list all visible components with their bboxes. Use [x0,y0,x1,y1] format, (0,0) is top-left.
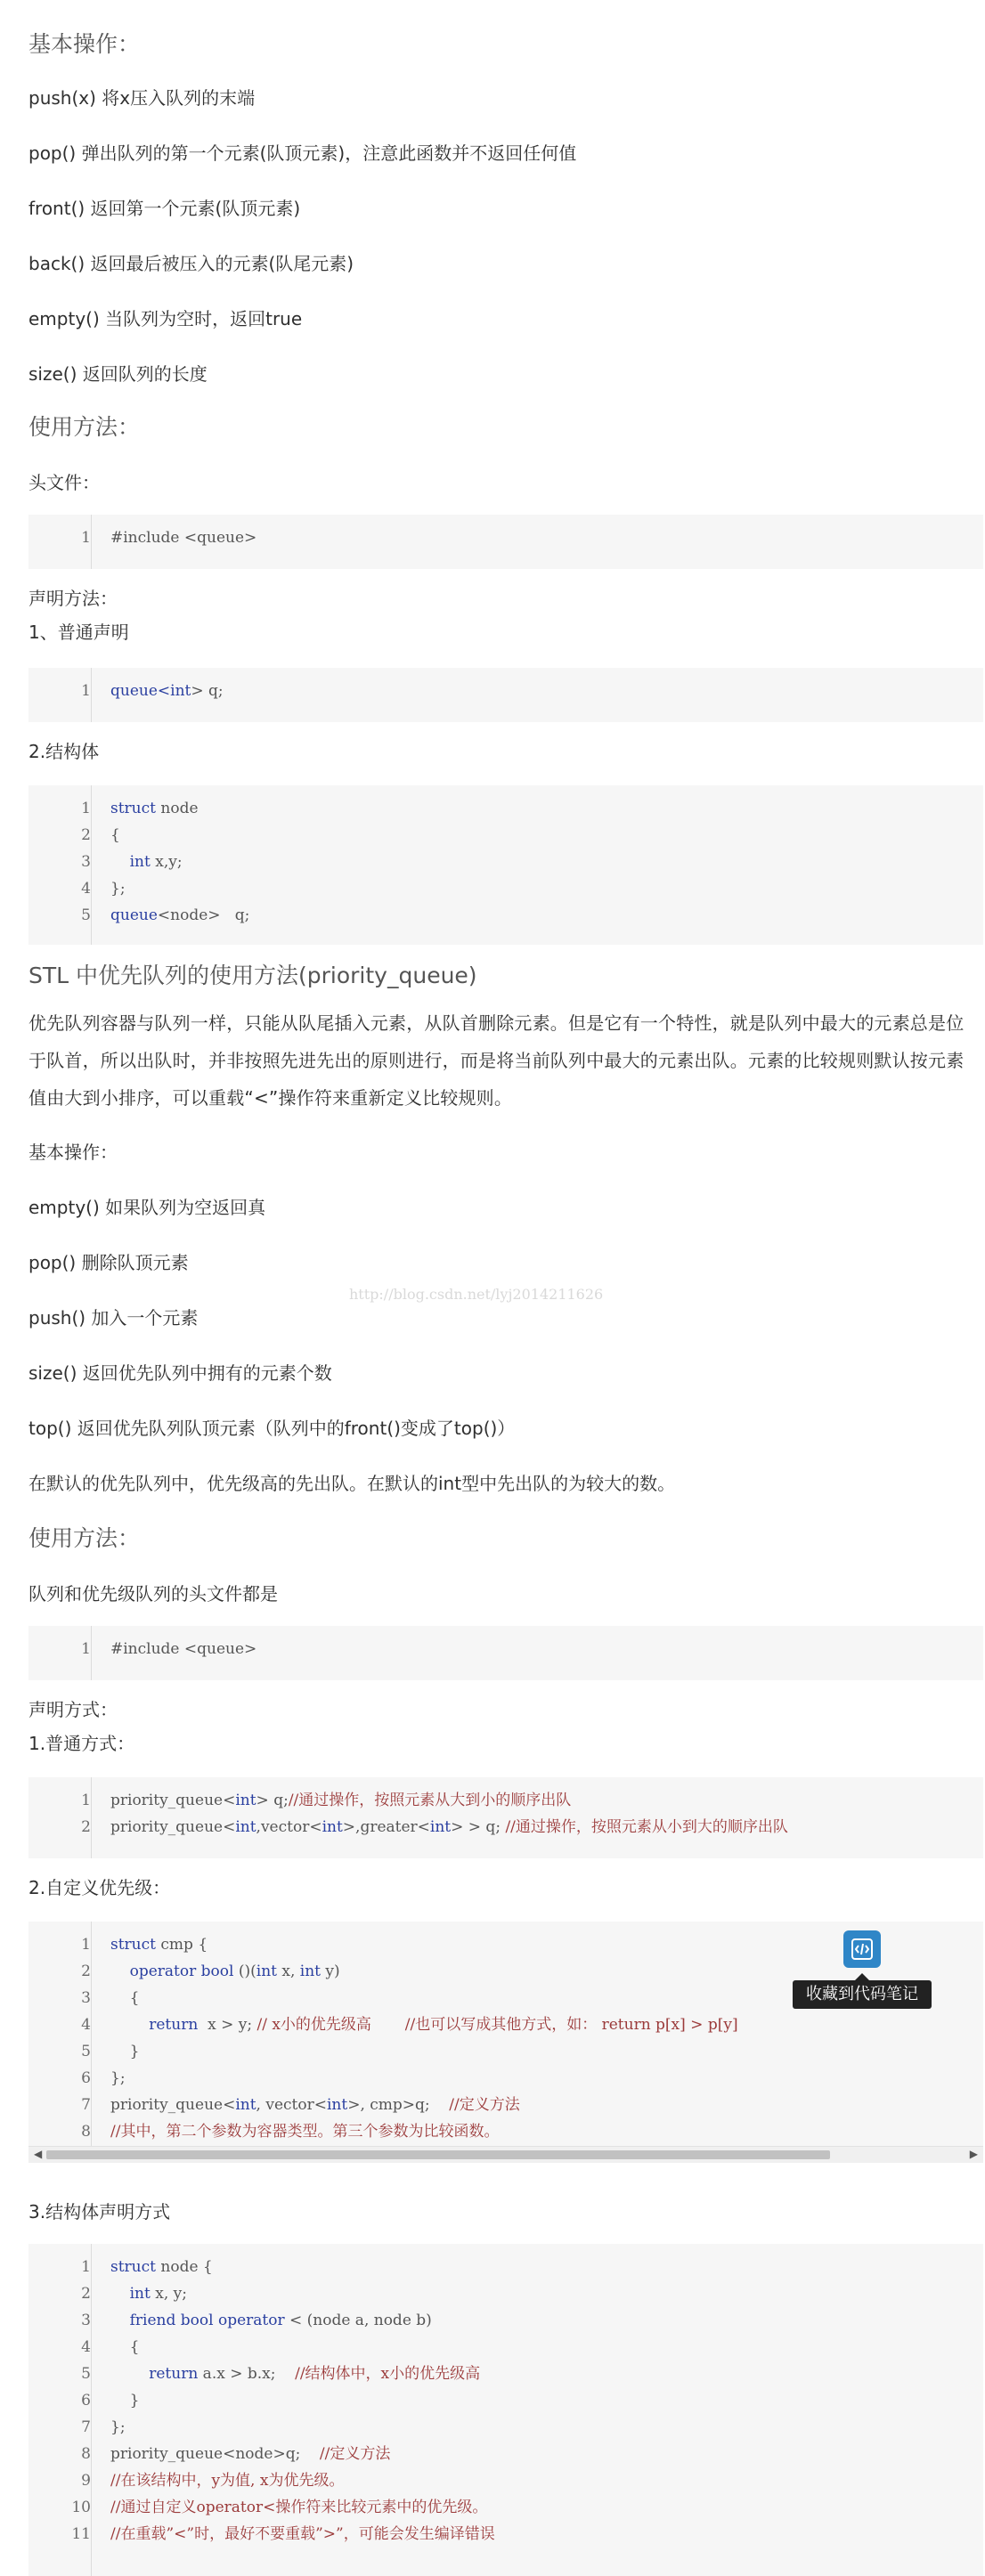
normal-way-label: 1.普通方式： [28,1733,135,1754]
code-line: 3 { [81,1989,140,2007]
section-heading-usage-2: 使用方法： [28,1525,141,1551]
code-note-button[interactable] [843,1930,881,1968]
code-line: 1 #include <queue> [81,529,257,547]
scroll-right-icon[interactable]: ▶ [969,2148,978,2160]
pq-op-size: size() 返回优先队列中拥有的元素个数 [28,1362,332,1384]
code-line: 7 }; [81,2418,126,2436]
code-line: 4 }; [81,880,126,898]
code-line: 6 }; [81,2069,126,2087]
code-line: 1 queue<int> q; [81,682,224,700]
section-heading-priority-queue: STL 中优先队列的使用方法(priority_queue) [28,963,477,988]
code-line: 8 priority_queue<node>q; //定义方法 [81,2445,391,2463]
code-line: 5 queue<node> q; [81,906,250,924]
code-line: 5 return a.x > b.x; //结构体中，x小的优先级高 [81,2365,481,2383]
code-line: 6 } [81,2392,140,2409]
basic-ops-label: 基本操作： [28,1142,118,1163]
custom-priority-label: 2.自定义优先级： [28,1877,171,1898]
code-block-struct [28,785,983,945]
op-push: push(x) 将x压入队列的末端 [28,87,256,109]
code-line: 2 operator bool ()(int x, int y) [81,1962,340,1980]
code-block-custom [28,1922,983,2163]
struct-way-label: 3.结构体声明方式 [28,2201,171,2223]
code-block-include [28,515,983,569]
scrollbar-thumb[interactable] [46,2150,830,2159]
code-line: 1 struct cmp { [81,1936,208,1954]
section-heading-usage: 使用方法： [28,414,141,440]
code-block-pq-normal [28,1777,983,1858]
code-line: 7 priority_queue<int, vector<int>, cmp>q; //定义方法 [81,2096,520,2114]
code-block-normal [28,668,983,722]
declare-label: 声明方法： [28,588,118,609]
struct-label: 2.结构体 [28,741,100,762]
scroll-left-icon[interactable]: ◀ [34,2148,43,2160]
code-line: 1 struct node { [81,2258,213,2276]
code-line: 1 struct node [81,800,199,817]
watermark: http://blog.csdn.net/lyj2014211626 [349,1286,604,1303]
code-block-include-2 [28,1626,983,1680]
header-file-note: 队列和优先级队列的头文件都是 [28,1583,278,1605]
code-line: 3 int x,y; [81,853,183,871]
code-line: 5 } [81,2043,140,2060]
code-line: 1 priority_queue<int> q;//通过操作，按照元素从大到小的顺序出队 [81,1792,572,1809]
op-front: front() 返回第一个元素(队顶元素) [28,198,301,219]
pq-op-push: push() 加入一个元素 [28,1307,199,1329]
code-line: 10 //通过自定义operator<操作符来比较元素中的优先级。 [71,2499,488,2516]
pq-op-empty: empty() 如果队列为空返回真 [28,1197,266,1218]
code-line: 2 int x, y; [81,2285,187,2303]
section-heading-basic-ops: 基本操作： [28,31,141,57]
code-line: 2 { [81,826,120,844]
priority-queue-intro: 优先队列容器与队列一样，只能从队尾插入元素，从队首删除元素。但是它有一个特性，就是队列中最大的元素总是位于队首，所以出队时，并非按照先进先出的原则进行，而是将当前队列中最大的元素出队。元素的比较规则默认按元素值由大到小排序，可以重载“<”操作符来重新定义比较规则。 [28,1012,965,1109]
op-back: back() 返回最后被压入的元素(队尾元素) [28,253,354,274]
code-line: 1 #include <queue> [81,1640,257,1658]
code-line: 3 friend bool operator < (node a, node b) [81,2312,432,2329]
op-pop: pop() 弹出队列的第一个元素(队顶元素)，注意此函数并不返回任何值 [28,142,577,164]
default-priority-note: 在默认的优先队列中，优先级高的先出队。在默认的int型中先出队的为较大的数。 [28,1473,676,1494]
pq-op-top: top() 返回优先队列队顶元素（队列中的front()变成了top()） [28,1418,516,1439]
code-line: 4 { [81,2338,140,2356]
code-line: 9 //在该结构中，y为值, x为优先级。 [81,2472,345,2490]
normal-declare-label: 1、普通声明 [28,622,129,643]
op-size: size() 返回队列的长度 [28,363,208,385]
pq-op-pop: pop() 删除队顶元素 [28,1252,189,1273]
op-empty: empty() 当队列为空时，返回true [28,308,303,329]
code-line: 8 //其中，第二个参数为容器类型。第三个参数为比较函数。 [81,2123,500,2141]
code-line: 11 //在重载”<”时，最好不要重载”>”，可能会发生编译错误 [71,2525,495,2543]
code-line: 2 priority_queue<int,vector<int>,greater<int> > q; //通过操作，按照元素从小到大的顺序出队 [81,1818,788,1836]
header-label: 头文件： [28,472,100,493]
declare-way-label: 声明方式： [28,1699,118,1720]
code-line: 4 return x > y; // x小的优先级高 //也可以写成其他方式，如： return p[x] > p[y] [81,2016,738,2034]
code-note-tooltip: 收藏到代码笔记 [793,1980,932,2009]
code-block-struct-2 [28,2244,983,2576]
code-note-icon [851,1938,874,1961]
horizontal-scrollbar[interactable] [28,2146,983,2163]
